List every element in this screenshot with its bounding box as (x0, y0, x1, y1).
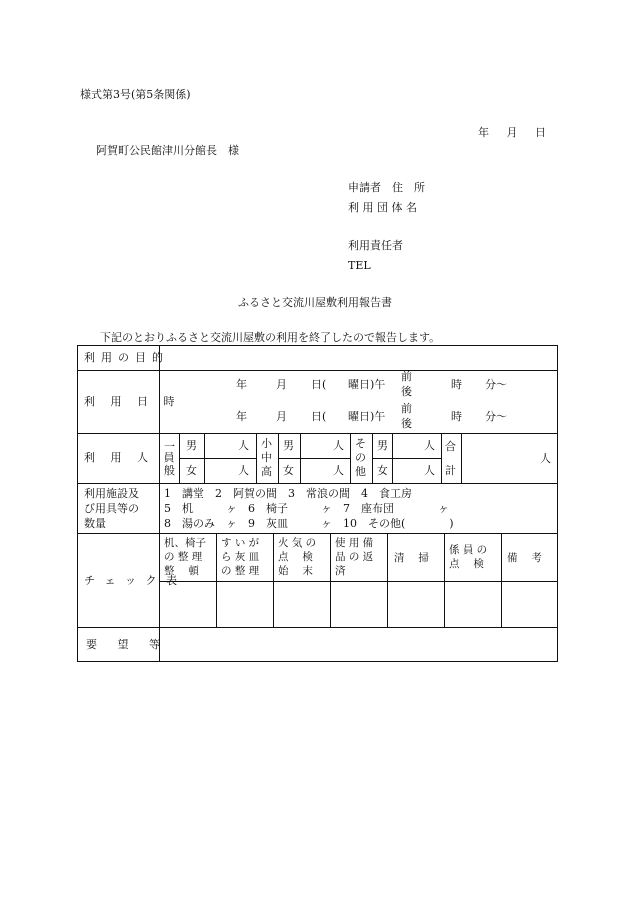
check-entry-ashtray[interactable] (218, 584, 271, 625)
applicant-group-label: 利 用 団 体 名 (348, 201, 417, 214)
dt2-year: 年 (236, 410, 247, 423)
check-entry-notes[interactable] (503, 584, 555, 625)
purpose-label: 利用の目的 (84, 351, 169, 364)
other-female: 女 (377, 464, 388, 477)
facility-label-1: 利用施設及 (84, 487, 139, 500)
check-h2-l3: の 整 理 (221, 565, 260, 577)
check-h2-l1: す い が (221, 537, 260, 549)
general-female: 女 (186, 464, 197, 477)
check-entry-return[interactable] (332, 584, 385, 625)
dt1-minute: 分〜 (485, 378, 507, 391)
total-top: 合 (445, 440, 456, 453)
other-female-unit: 人 (424, 464, 435, 477)
check-entry-arrange[interactable] (161, 584, 214, 625)
check-entry-fire[interactable] (275, 584, 328, 625)
check-h3-l3: 始 末 (278, 565, 313, 577)
dt1-pm: 後 (401, 385, 412, 398)
school-2: 中 (261, 451, 272, 464)
dt1-hour: 時 (451, 378, 462, 391)
total-bottom: 計 (445, 464, 456, 477)
check-h6-l2: 点 検 (449, 558, 484, 570)
school-male-unit: 人 (333, 439, 344, 452)
dt2-minute: 分〜 (485, 410, 507, 423)
other-2: の (355, 451, 366, 464)
check-h7-l1: 備 考 (507, 552, 542, 564)
check-h3-l2: 点 検 (278, 551, 313, 563)
check-h5-l1: 清 掃 (394, 552, 429, 564)
general-male: 男 (186, 439, 197, 452)
form-number: 様式第3号(第5条関係) (80, 88, 191, 101)
submission-date (478, 124, 558, 140)
document-title: ふるさと交流川屋敷利用報告書 (238, 296, 392, 309)
dt1-month: 月 (276, 378, 287, 391)
check-h4-l1: 使 用 備 (335, 537, 374, 549)
check-h3-l1: 火 気 の (278, 537, 317, 549)
facility-line-1: 1 講堂 2 阿賀の間 3 常浪の間 4 食工房 (164, 487, 412, 500)
other-3: 他 (355, 465, 366, 478)
check-h1-l3: 整 頓 (164, 565, 199, 577)
other-1: そ (355, 437, 366, 450)
school-female: 女 (283, 464, 294, 477)
dt2-pm: 後 (401, 417, 412, 430)
date-day: 日 (535, 126, 548, 139)
check-h1-l2: の 整 理 (164, 551, 203, 563)
school-male: 男 (283, 439, 294, 452)
facility-line-2: 5 机 ヶ 6 椅子 ヶ 7 座布団 ヶ (164, 502, 449, 515)
general-female-unit: 人 (238, 464, 249, 477)
dt2-hour: 時 (451, 410, 462, 423)
general-male-unit: 人 (238, 439, 249, 452)
request-label: 要 望 等 (86, 638, 162, 651)
date-year: 年 (478, 126, 491, 139)
dt2-day: 日( (311, 410, 327, 423)
other-male: 男 (377, 439, 388, 452)
dt2-month: 月 (276, 410, 287, 423)
intro-text: 下記のとおりふるさと交流川屋敷の利用を終了したので報告します。 (100, 331, 441, 344)
school-1: 小 (261, 437, 272, 450)
school-female-unit: 人 (333, 464, 344, 477)
general-top: 一 (164, 440, 175, 453)
check-h2-l2: ら 灰 皿 (221, 551, 260, 563)
general-bottom: 般 (164, 464, 175, 477)
dt2-am: 前 (401, 402, 412, 415)
responsible-person-label: 利用責任者 (348, 239, 403, 252)
report-table (77, 345, 558, 662)
facility-label-2: び用具等の (84, 502, 139, 515)
check-entry-staff[interactable] (446, 584, 499, 625)
dt1-day: 日( (311, 378, 327, 391)
applicant-block (348, 178, 425, 276)
check-h6-l1: 係 員 の (449, 544, 488, 556)
applicant-address-label: 申請者 住 所 (348, 181, 425, 194)
addressee: 阿賀町公民館津川分館長 様 (96, 144, 239, 157)
datetime-label: 利 用 日 時 (84, 395, 181, 408)
school-3: 高 (261, 465, 272, 478)
facility-label-3: 数量 (84, 517, 106, 530)
check-label: チ ェ ッ ク 表 (84, 574, 180, 587)
other-male-unit: 人 (424, 439, 435, 452)
tel-label: TEL (348, 259, 371, 272)
check-h4-l3: 済 (335, 565, 346, 577)
facility-line-3: 8 湯のみ ヶ 9 灰皿 ヶ 10 その他( ) (164, 517, 454, 530)
dt1-weekday: 曜日)午 (348, 378, 386, 391)
check-h4-l2: 品 の 返 (335, 551, 374, 563)
check-entry-clean[interactable] (389, 584, 442, 625)
people-label: 利 用 人 員 (84, 451, 181, 464)
purpose-field[interactable] (162, 349, 554, 369)
request-field[interactable] (162, 630, 554, 659)
date-month: 月 (506, 126, 520, 139)
check-h1-l1: 机、椅子 (164, 537, 206, 549)
dt2-weekday: 曜日)午 (348, 410, 386, 423)
dt1-year: 年 (236, 378, 247, 391)
dt1-am: 前 (401, 370, 412, 383)
total-unit: 人 (540, 452, 551, 465)
